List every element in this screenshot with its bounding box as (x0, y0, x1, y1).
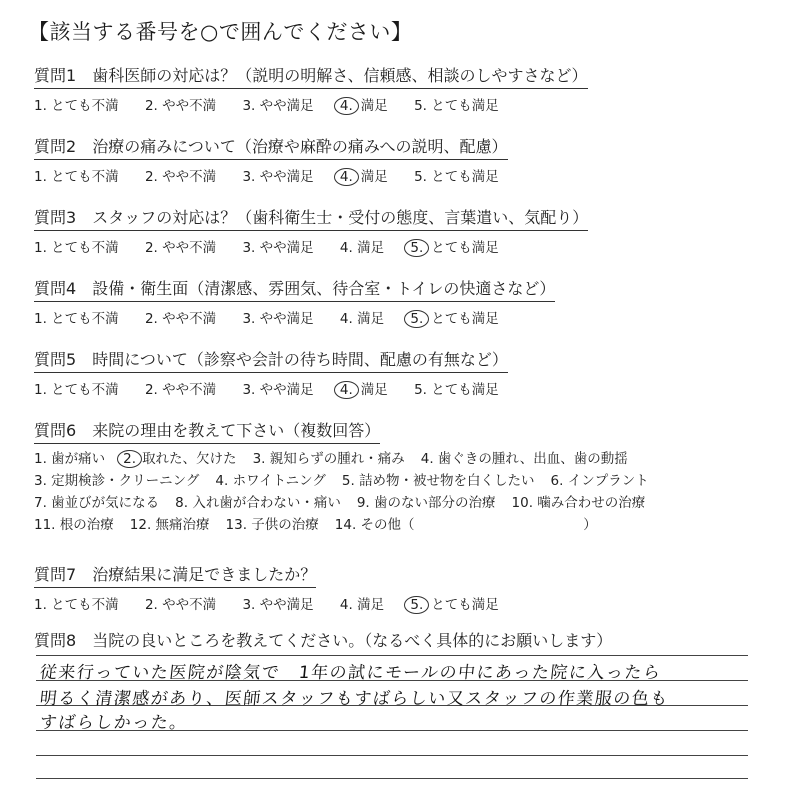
question-3 (34, 208, 774, 257)
question-1-title (34, 66, 588, 89)
option-5-selected[interactable] (410, 307, 498, 328)
option-5[interactable]: 5. とても満足 (414, 169, 499, 185)
option-5-selected[interactable] (410, 236, 498, 257)
reason-item[interactable]: 13. 子供の治療 (225, 517, 319, 533)
question-7 (34, 565, 774, 614)
option-label: とても満足 (431, 240, 499, 256)
question-text: 当院の良いところを教えてください。（なるべく具体的にお願いします） (92, 631, 613, 650)
circled-number: 4. (334, 97, 359, 115)
question-6-title (34, 421, 380, 444)
question-number: 質問6 (34, 421, 77, 440)
question-text: 治療結果に満足できましたか？ (92, 565, 317, 584)
question-5-title (34, 350, 508, 373)
reason-item[interactable]: 10. 噛み合わせの治療 (511, 495, 646, 511)
question-number: 質問3 (34, 208, 77, 227)
option-label: とても満足 (431, 597, 499, 613)
other-label: 14. その他（ (334, 517, 415, 533)
question-number: 質問8 (34, 631, 77, 650)
option-label: 満足 (360, 169, 388, 185)
reason-item[interactable]: 11. 根の治療 (34, 517, 114, 533)
rating-options (34, 236, 774, 257)
reason-row (34, 448, 774, 470)
option-1[interactable]: 1. とても不満 (34, 311, 119, 327)
reason-item[interactable]: 8. 入れ歯が合わない・痛い (175, 495, 341, 511)
option-1[interactable]: 1. とても不満 (34, 98, 119, 114)
reason-row (34, 492, 774, 514)
reason-item[interactable]: 7. 歯並びが気になる (34, 495, 160, 511)
ruled-line (36, 655, 748, 656)
reason-item[interactable]: 12. 無痛治療 (129, 517, 210, 533)
question-7-title (34, 565, 316, 588)
circled-number: 2. (117, 450, 142, 468)
option-4[interactable]: 4. 満足 (339, 311, 385, 327)
question-text: 時間について（診察や会計の待ち時間、配慮の有無など） (92, 350, 508, 369)
option-4-selected[interactable] (340, 165, 388, 186)
reason-item[interactable]: 4. 歯ぐきの腫れ、出血、歯の動揺 (420, 451, 628, 467)
reason-item[interactable]: 4. ホワイトニング (215, 473, 326, 489)
handwritten-answer-line: すばらしかった。 (38, 713, 189, 733)
rating-options (34, 593, 774, 614)
rating-options (34, 307, 774, 328)
question-1 (34, 66, 774, 115)
option-4[interactable]: 4. 満足 (339, 240, 385, 256)
rating-options (34, 378, 774, 399)
option-label: 満足 (360, 98, 388, 114)
ruled-line (36, 755, 748, 756)
circled-number: 4. (334, 168, 359, 186)
reason-item[interactable]: 5. 詰め物・被せ物を白くしたい (341, 473, 535, 489)
option-3[interactable]: 3. やや満足 (242, 98, 314, 114)
option-3[interactable]: 3. やや満足 (242, 382, 314, 398)
option-4-selected[interactable] (340, 94, 388, 115)
reason-item[interactable]: 1. 歯が痛い (34, 451, 106, 467)
ruled-line (36, 778, 748, 779)
question-4-title (34, 279, 555, 302)
option-3[interactable]: 3. やや満足 (242, 311, 314, 327)
rating-options (34, 94, 774, 115)
reason-label: 取れた、欠けた (142, 451, 237, 467)
option-3[interactable]: 3. やや満足 (242, 169, 314, 185)
question-2 (34, 137, 774, 186)
option-2[interactable]: 2. やや不満 (144, 597, 217, 613)
reason-item[interactable]: 3. 定期検診・クリーニング (34, 473, 200, 489)
option-2[interactable]: 2. やや不満 (144, 382, 217, 398)
question-number: 質問4 (34, 279, 77, 298)
option-5[interactable]: 5. とても満足 (414, 98, 499, 114)
reason-item[interactable]: 9. 歯のない部分の治療 (356, 495, 496, 511)
question-number: 質問1 (34, 66, 77, 85)
option-4-selected[interactable] (340, 378, 388, 399)
option-4[interactable]: 4. 満足 (339, 597, 385, 613)
reason-row (34, 470, 774, 492)
question-4 (34, 279, 774, 328)
question-2-title (34, 137, 508, 160)
option-1[interactable]: 1. とても不満 (34, 240, 119, 256)
circled-number: 5. (404, 596, 429, 614)
question-number: 質問7 (34, 565, 77, 584)
circled-number: 5. (404, 239, 429, 257)
reason-item[interactable]: 3. 親知らずの腫れ・痛み (252, 451, 405, 467)
question-text: 設備・衛生面（清潔感、雰囲気、待合室・トイレの快適さなど） (92, 279, 556, 298)
question-number: 質問2 (34, 137, 77, 156)
question-text: 歯科医師の対応は？（説明の明解さ、信頼感、相談のしやすさなど） (92, 66, 588, 85)
option-3[interactable]: 3. やや満足 (242, 240, 314, 256)
question-6 (34, 421, 774, 536)
option-1[interactable]: 1. とても不満 (34, 382, 119, 398)
paren-close: ） (583, 517, 597, 533)
option-2[interactable]: 2. やや不満 (144, 311, 217, 327)
option-label: 満足 (360, 382, 388, 398)
rating-options (34, 165, 774, 186)
option-5[interactable]: 5. とても満足 (414, 382, 499, 398)
question-3-title (34, 208, 588, 231)
reason-item-selected[interactable] (121, 448, 236, 470)
handwritten-answer-line: 明るく清潔感があり、医師スタッフもすばらしい又スタッフの作業服の色も (38, 689, 670, 709)
handwritten-answer-line: 従来行っていた医院が陰気で 1年の試にモールの中にあった院に入ったら (38, 663, 663, 683)
reason-item[interactable]: 6. インプラント (550, 473, 649, 489)
circled-number: 4. (334, 381, 359, 399)
reason-options (34, 448, 774, 536)
circled-number: 5. (404, 310, 429, 328)
option-2[interactable]: 2. やや不満 (144, 240, 217, 256)
option-label: とても満足 (431, 311, 499, 327)
other-reason-field[interactable] (335, 514, 597, 536)
question-text: スタッフの対応は？（歯科衛生士・受付の態度、言葉遣い、気配り） (92, 208, 589, 227)
option-5-selected[interactable] (410, 593, 498, 614)
option-2[interactable]: 2. やや不満 (144, 169, 217, 185)
question-text: 治療の痛みについて（治療や麻酔の痛みへの説明、配慮） (92, 137, 508, 156)
question-number: 質問5 (34, 350, 77, 369)
option-1[interactable]: 1. とても不満 (34, 597, 119, 613)
option-3[interactable]: 3. やや満足 (242, 597, 314, 613)
option-1[interactable]: 1. とても不満 (34, 169, 119, 185)
option-2[interactable]: 2. やや不満 (144, 98, 217, 114)
instruction-header: 【該当する番号を○で囲んでください】 (28, 20, 413, 44)
reason-row (34, 514, 774, 536)
question-5 (34, 350, 774, 399)
question-text: 来院の理由を教えて下さい（複数回答） (92, 421, 381, 440)
